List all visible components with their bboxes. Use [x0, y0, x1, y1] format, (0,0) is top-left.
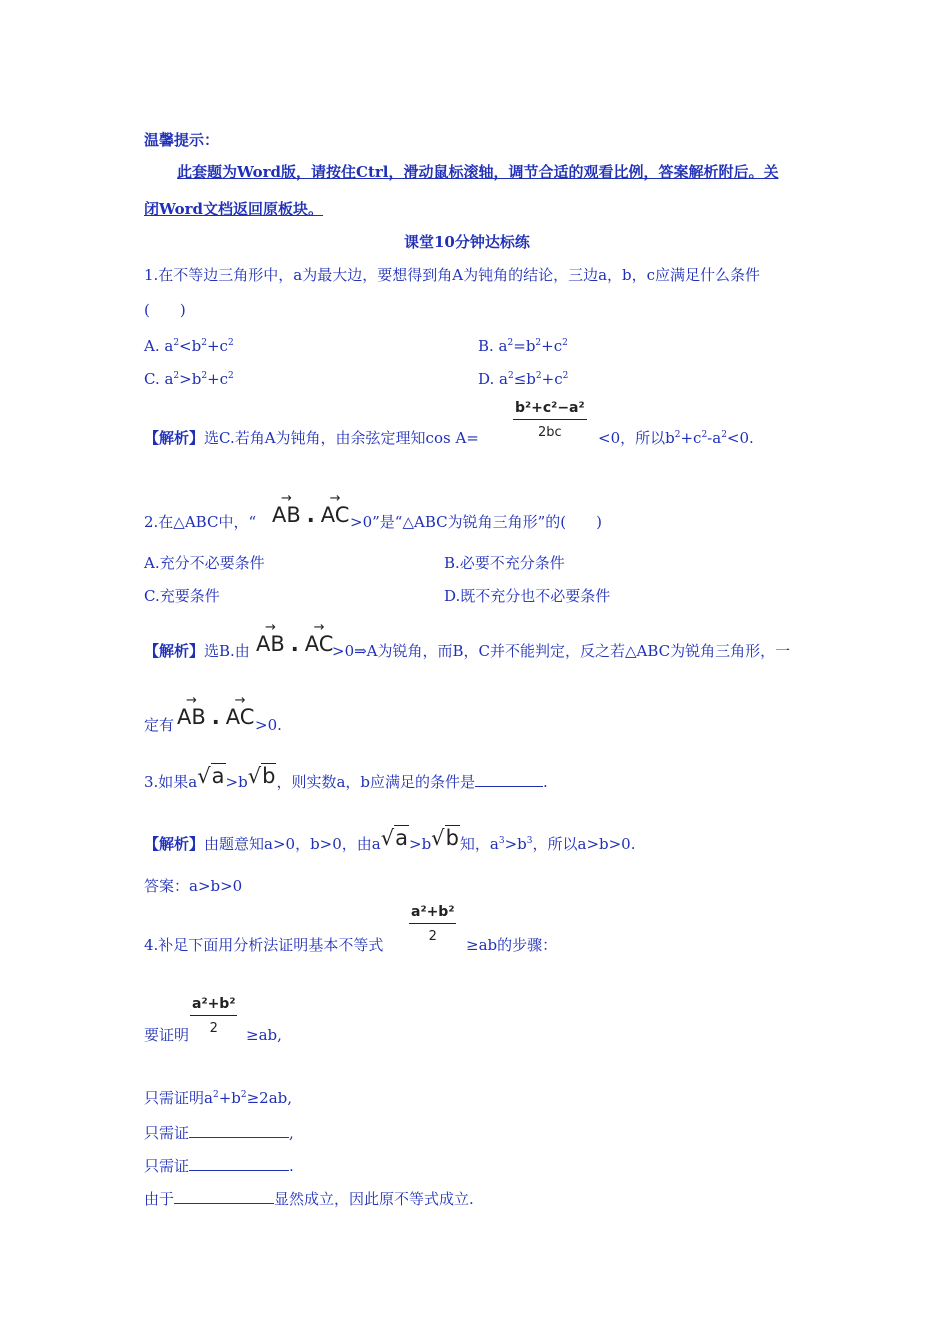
sqrt-a: √a [380, 826, 408, 850]
q3-analysis: 【解析】由题意知a>0，b>0，由a√a>b√b知，$a^3>b^3$，所以a>b>0. [144, 826, 636, 853]
vector-ab: → AB [256, 633, 285, 655]
vector-ac: → AC [321, 504, 350, 526]
q2-stem-post: >0”是“△ABC为锐角三角形”的( ) [350, 513, 602, 531]
q4-step-1: 只需证明$a^2+b^2\ge 2ab$, [144, 1089, 293, 1107]
sqrt-a: √a [197, 764, 225, 788]
q4-stem-fraction [409, 904, 456, 944]
tip-line-1: 此套题为Word版，请按住Ctrl，滑动鼠标滚轴，调节合适的观看比例，答案解析附后。关 [177, 163, 779, 181]
q2-stem-pre: 2.在△ABC中，“ [144, 513, 257, 531]
q1-paren: ( ) [144, 301, 186, 319]
vector-ab: → AB [177, 706, 206, 728]
q2-analysis-post: >0⇒A为锐角，而B，C并不能判定，反之若△ABC为锐角三角形，一 [332, 642, 791, 660]
q3-answer-blank[interactable] [475, 771, 543, 787]
q4-fraction-numerator: a²+b² [190, 996, 237, 1016]
section-heading: 课堂10分钟达标练 [404, 233, 530, 251]
q4-fraction-denominator: 2 [428, 929, 437, 944]
q4-step-2: 只需证 , [144, 1124, 294, 1142]
q2-option-a: A.充分不必要条件 [144, 554, 265, 572]
q2-option-d: D.既不充分也不必要条件 [444, 587, 611, 605]
sqrt-b: √b [247, 764, 276, 788]
q4-step-3-blank[interactable] [189, 1155, 289, 1171]
q4-prove-post: ≥ab, [246, 1026, 282, 1044]
q4-prove-pre: 要证明 [144, 1026, 190, 1044]
q1-analysis-tail: <0，所以$b^2+c^2-a^2<0$. [598, 429, 754, 447]
q2-analysis-line2-post: >0. [255, 716, 282, 734]
sqrt-b: √b [431, 826, 459, 850]
q4-step-3: 只需证 . [144, 1157, 294, 1175]
q2-analysis-line2-dot-product: → AB .→ AC [177, 706, 254, 728]
q1-fraction-numerator: b²+c²−a² [513, 400, 587, 420]
q4-step-2-blank[interactable] [189, 1122, 289, 1138]
q4-conclusion: 由于 显然成立，因此原不等式成立. [144, 1190, 474, 1208]
tip-line-2: 闭Word文档返回原板块。 [144, 200, 324, 218]
q1-stem: 1.在不等边三角形中，a为最大边，要想得到角A为钝角的结论，三边a，b，c应满足什么条件 [144, 266, 761, 284]
q1-option-a: A. $a^2<b^2+c^2$ [144, 337, 234, 355]
q1-cos-fraction [513, 400, 587, 440]
q3-stem: 3.如果a√a>b√b，则实数a，b应满足的条件是 . [144, 764, 548, 791]
q2-dot-product: → AB .→ AC [272, 504, 349, 526]
q1-option-c: C. $a^2>b^2+c^2$ [144, 370, 234, 388]
q4-stem-pre: 4.补足下面用分析法证明基本不等式 [144, 936, 384, 954]
q2-option-c: C.充要条件 [144, 587, 220, 605]
vector-ac: → AC [226, 706, 255, 728]
q2-analysis-pre: 【解析】选B.由 [144, 642, 250, 660]
vector-ab: → AB [272, 504, 301, 526]
q4-fraction-numerator: a²+b² [409, 904, 456, 924]
q1-option-b: B. $a^2=b^2+c^2$ [478, 337, 568, 355]
q4-fraction-denominator: 2 [209, 1021, 218, 1036]
q4-stem-post: ≥ab的步骤： [466, 936, 558, 954]
tip-title: 温馨提示： [144, 131, 220, 149]
q1-fraction-denominator: 2bc [537, 425, 562, 440]
vector-ac: → AC [305, 633, 334, 655]
q1-option-d: D. $a^2\le b^2+c^2$ [478, 370, 569, 388]
q3-answer: 答案：a>b>0 [144, 877, 243, 895]
q4-conclusion-blank[interactable] [174, 1188, 274, 1204]
q2-analysis-dot-product: → AB .→ AC [256, 633, 333, 655]
q4-prove-fraction [190, 996, 237, 1036]
q1-analysis: 【解析】选C.若角A为钝角，由余弦定理知cos A= [144, 429, 479, 447]
q2-option-b: B.必要不充分条件 [444, 554, 565, 572]
q2-analysis-line2-pre: 定有 [144, 716, 175, 734]
